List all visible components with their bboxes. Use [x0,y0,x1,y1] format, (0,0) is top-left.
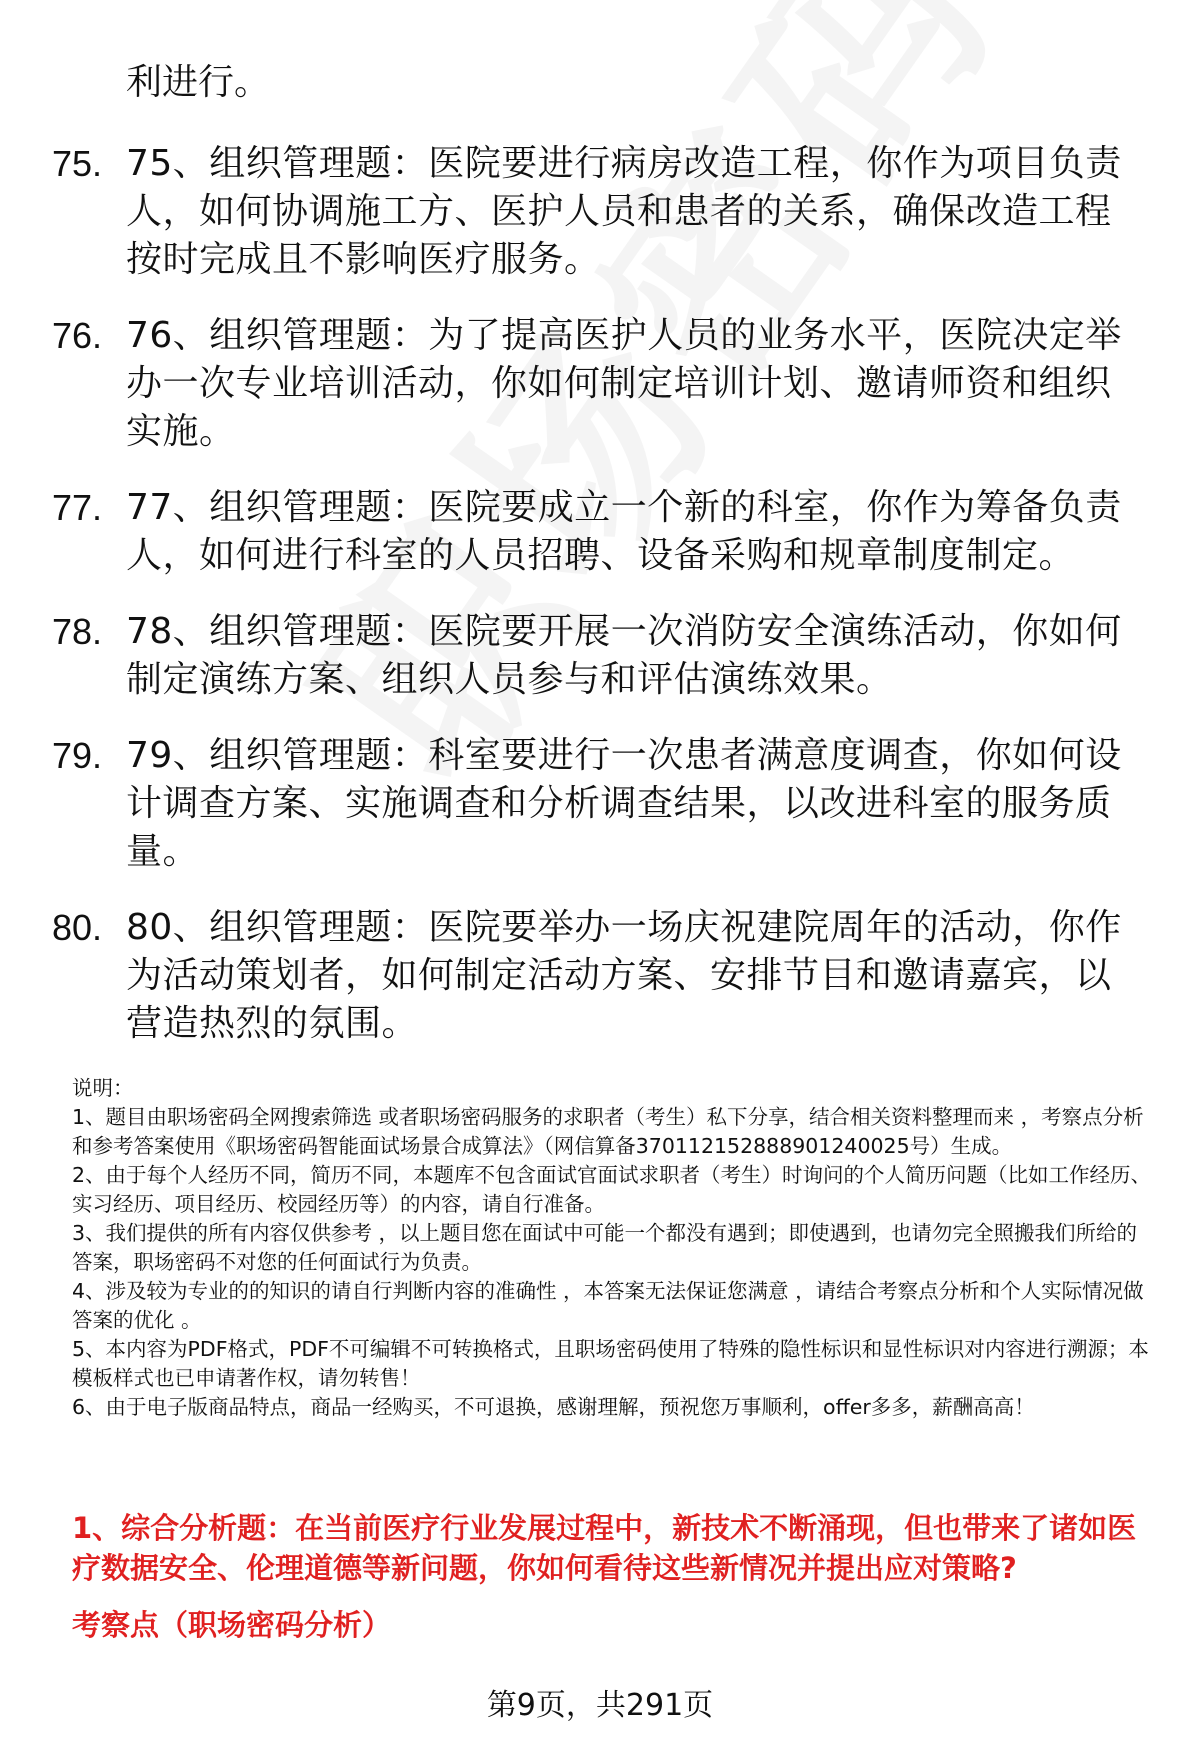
list-item [0,732,1200,876]
highlighted-question: 1、综合分析题：在当前医疗行业发展过程中，新技术不断涌现，但也带来了诸如医疗数据安全、伦理道德等新问题，你如何看待这些新情况并提出应对策略? [72,1511,1137,1585]
list-item [0,608,1200,704]
question-text: 77、组织管理题：医院要成立一个新的科室，你作为筹备负责人，如何进行科室的人员招聘、设备采购和规章制度制定。 [126,487,1122,576]
question-text: 79、组织管理题：科室要进行一次患者满意度调查，你如何设计调查方案、实施调查和分析调查结果，以改进科室的服务质量。 [126,735,1122,872]
note-item: 3、我们提供的所有内容仅供参考 ，以上题目您在面试中可能一个都没有遇到；即使遇到，也请勿完全照搬我们所给的答案，职场密码不对您的任何面试行为负责。 [72,1221,1138,1274]
list-number: 80. [52,907,103,948]
note-item: 6、由于电子版商品特点，商品一经购买，不可退换，感谢理解，预祝您万事顺利，offer多多，薪酬高高！ [72,1395,1035,1419]
list-number: 76. [52,315,103,356]
list-number: 79. [52,735,103,776]
list-item [0,312,1200,456]
list-number: 78. [52,611,103,652]
note-item: 5、本内容为PDF格式，PDF不可编辑不可转换格式，且职场密码使用了特殊的隐性标识和显性标识对内容进行溯源；本模板样式也已申请著作权，请勿转售！ [72,1337,1149,1390]
list-item [0,904,1200,1048]
question-text: 75、组织管理题：医院要进行病房改造工程，你作为项目负责人，如何协调施工方、医护人员和患者的关系，确保改造工程按时完成且不影响医疗服务。 [126,143,1122,280]
list-item [0,484,1200,580]
list-number: 77. [52,487,103,528]
notes-section [72,1074,1152,1422]
page-footer: 第9页，共291页 [486,1688,714,1723]
note-item: 4、涉及较为专业的的知识的请自行判断内容的准确性 ，本答案无法保证您满意 ，请结合考察点分析和个人实际情况做答案的优化 。 [72,1279,1144,1332]
note-item: 2、由于每个人经历不同，简历不同，本题库不包含面试官面试求职者（考生）时询问的个人简历问题（比如工作经历、实习经历、项目经历、校园经历等）的内容，请自行准备。 [72,1163,1152,1216]
question-list [0,140,1200,1076]
question-text: 76、组织管理题：为了提高医护人员的业务水平，医院决定举办一次专业培训活动，你如何制定培训计划、邀请师资和组织实施。 [126,315,1122,452]
question-text: 80、组织管理题：医院要举办一场庆祝建院周年的活动，你作为活动策划者，如何制定活动方案、安排节目和邀请嘉宾，以营造热烈的氛围。 [126,907,1122,1044]
note-item: 1、题目由职场密码全网搜索筛选 或者职场密码服务的求职者（考生）私下分享，结合相关资料整理而来 ，考察点分析和参考答案使用《职场密码智能面试场景合成算法》（网信算备370112152888901240025号）生成。 [72,1105,1144,1158]
list-number: 75. [52,143,103,184]
continued-text: 利进行。 [126,62,271,103]
notes-heading: 说明： [72,1076,134,1100]
question-text: 78、组织管理题：医院要开展一次消防安全演练活动，你如何制定演练方案、组织人员参与和评估演练效果。 [126,611,1122,700]
list-item [0,140,1200,284]
section-subheading: 考察点（职场密码分析） [72,1608,392,1642]
